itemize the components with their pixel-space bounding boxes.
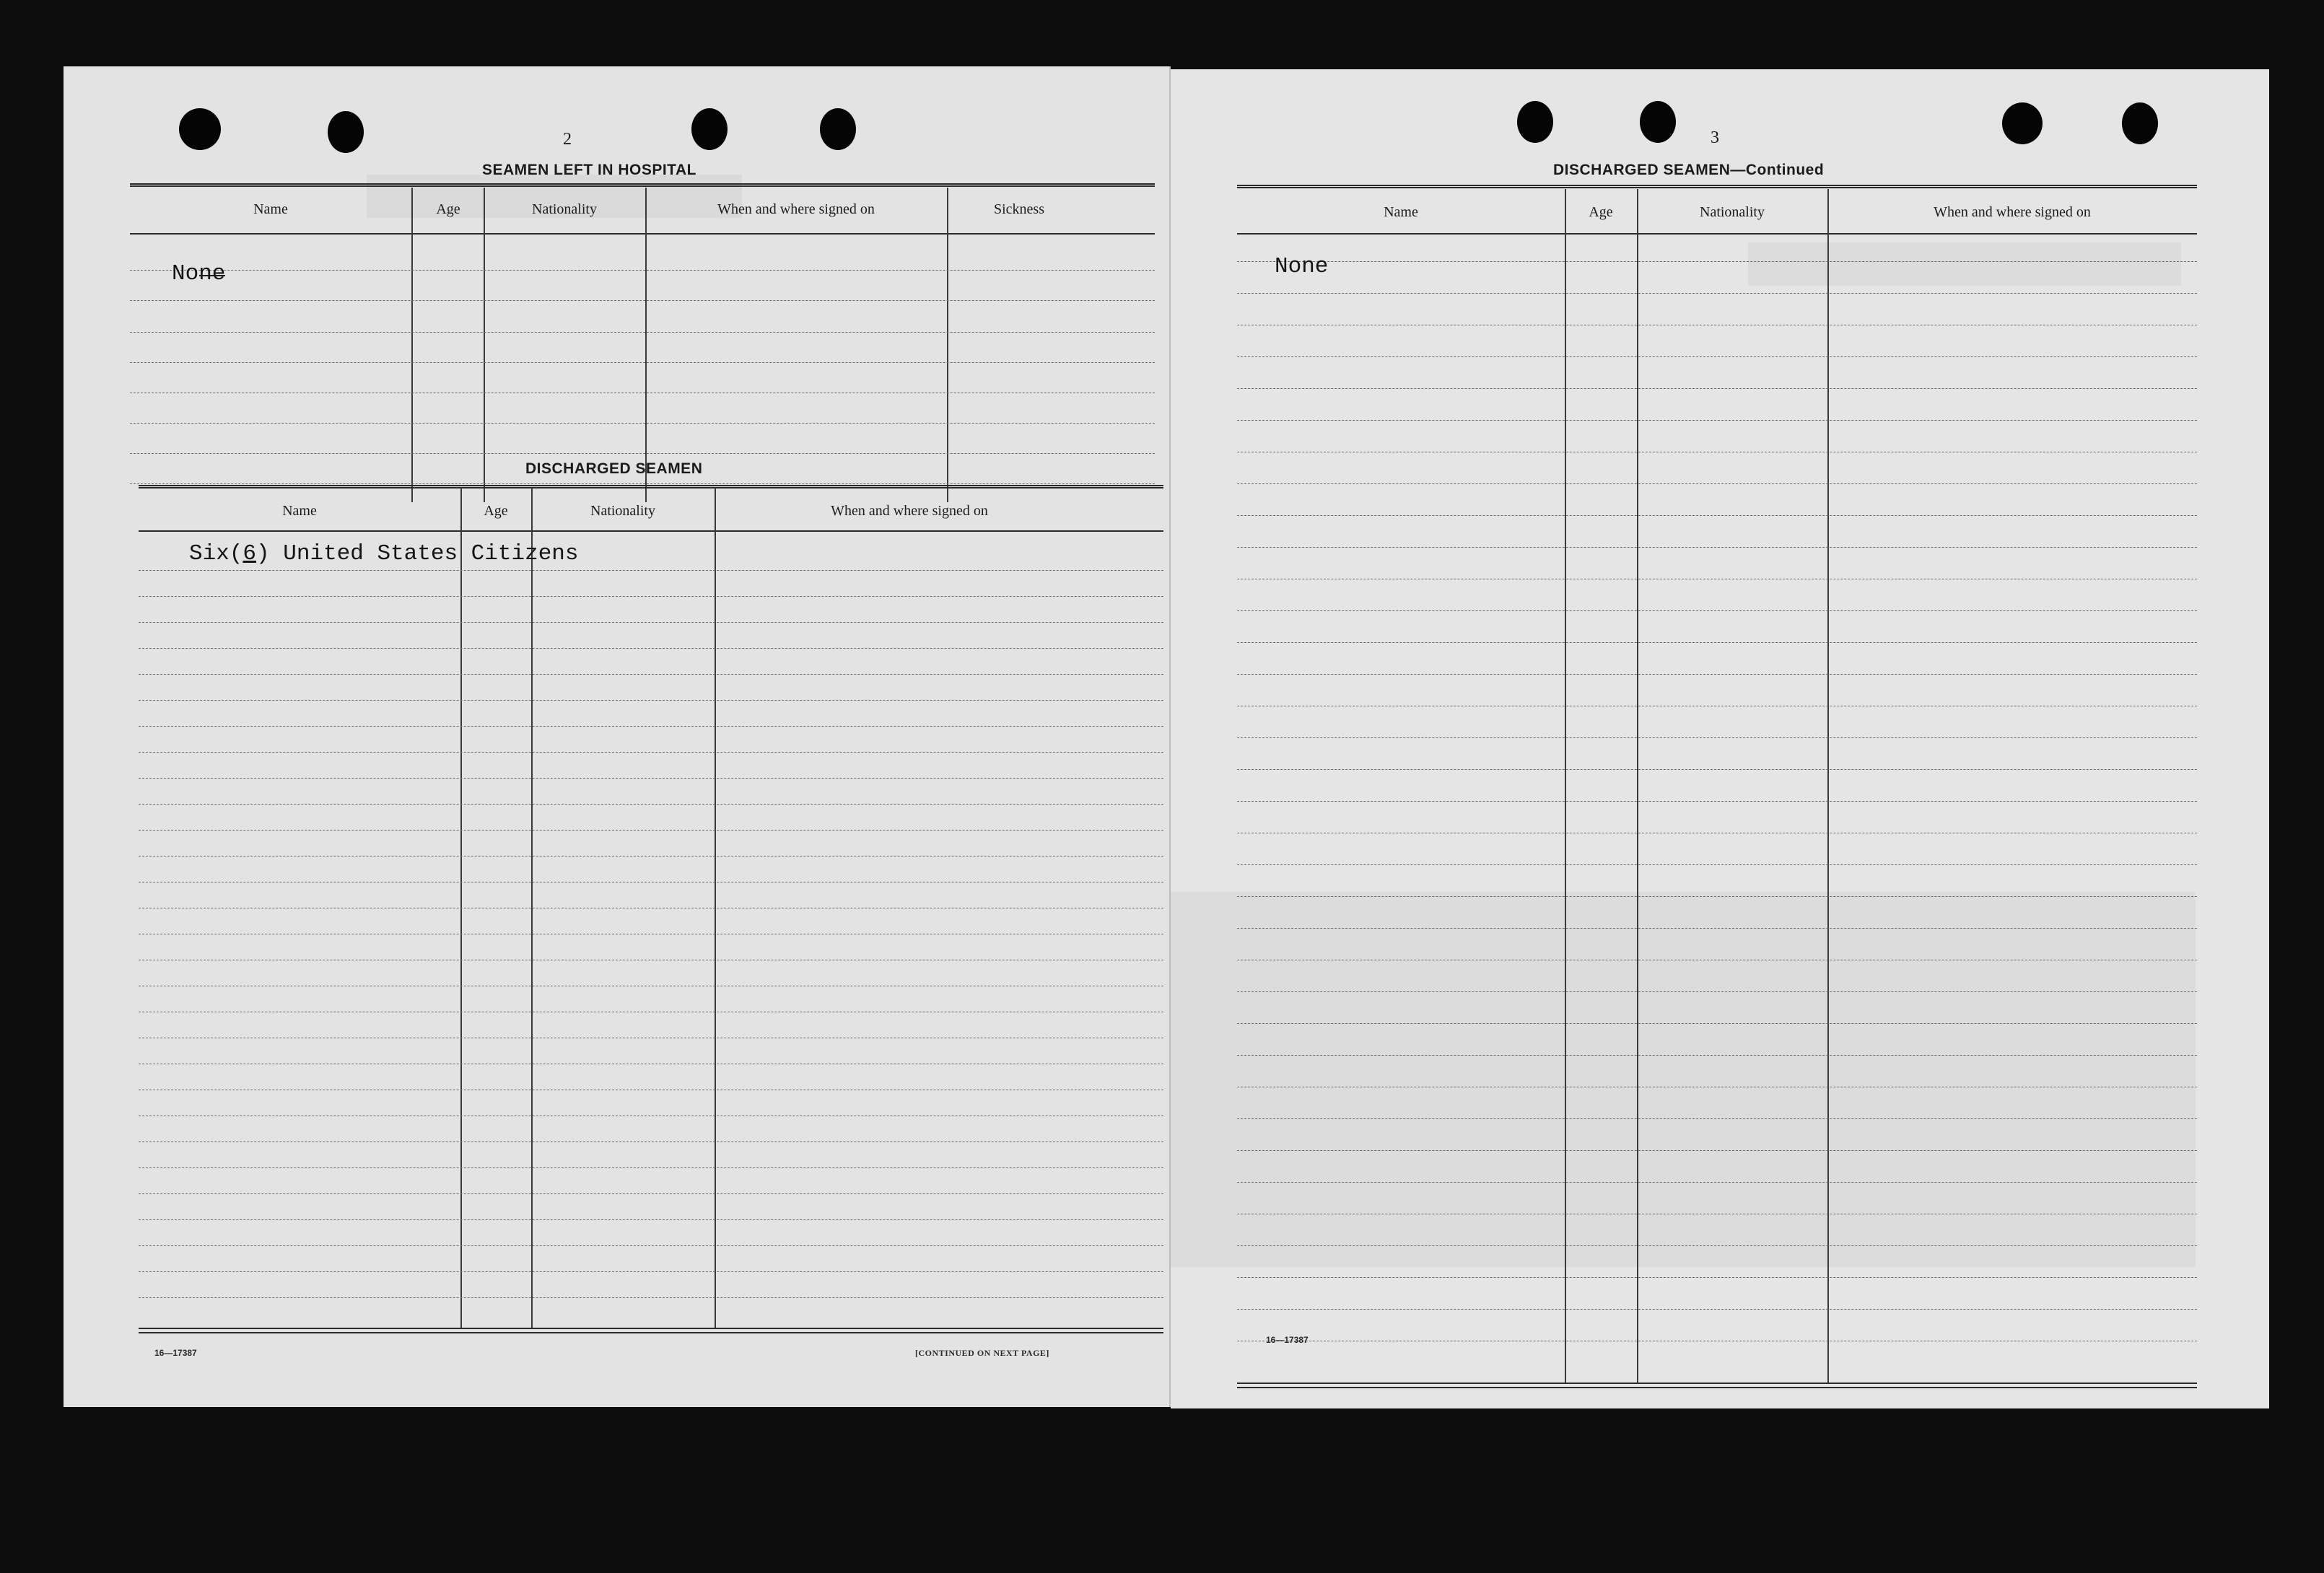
table-row [130, 270, 1155, 271]
table-bottom-rule [1237, 1383, 2197, 1388]
column-divider [411, 188, 413, 502]
table-row [1237, 896, 2197, 897]
continued-note: [CONTINUED ON NEXT PAGE] [915, 1348, 1049, 1358]
table-header [139, 485, 1163, 532]
discharged-continued-title: DISCHARGED SEAMEN—Continued [1553, 162, 1825, 178]
table-row [1237, 1055, 2197, 1056]
table-row [1237, 737, 2197, 738]
right-page [1171, 69, 2269, 1408]
col-name: Name [1384, 204, 1418, 220]
table-row [1237, 261, 2197, 262]
table-row [1237, 1150, 2197, 1151]
table-row [139, 752, 1163, 753]
table-row [1237, 1182, 2197, 1183]
table-row [1237, 293, 2197, 294]
table-header [130, 183, 1155, 235]
entry-number: 6 [243, 541, 257, 566]
binder-hole [1517, 101, 1553, 143]
table-row [139, 648, 1163, 649]
table-row [139, 570, 1163, 571]
hospital-table [130, 183, 1155, 508]
table-row [139, 1193, 1163, 1194]
column-divider [484, 188, 485, 502]
table-row [139, 596, 1163, 597]
table-row [130, 362, 1155, 363]
table-row [1237, 642, 2197, 643]
col-signed-on: When and where signed on [831, 503, 988, 519]
binder-hole [2002, 102, 2043, 144]
form-number: 16—17387 [1266, 1335, 1309, 1345]
col-name: Name [253, 201, 288, 217]
column-divider [1637, 189, 1638, 1383]
col-nationality: Nationality [1700, 204, 1765, 220]
discharged-continued-table [1237, 185, 2197, 1397]
binder-hole [328, 111, 364, 153]
binder-hole [2122, 102, 2158, 144]
table-row [139, 1167, 1163, 1168]
table-row [1237, 864, 2197, 865]
discharged-section-title: DISCHARGED SEAMEN [525, 460, 703, 477]
table-row [139, 700, 1163, 701]
column-divider [1565, 189, 1566, 1383]
form-number: 16—17387 [154, 1348, 197, 1358]
table-row [139, 622, 1163, 623]
column-divider [645, 188, 647, 502]
table-row [1237, 1023, 2197, 1024]
table-bottom-rule [139, 1328, 1163, 1333]
page-number: 3 [1711, 128, 1719, 147]
table-row [130, 483, 1155, 484]
table-row [130, 332, 1155, 333]
column-divider [1827, 189, 1829, 1383]
col-age: Age [1589, 204, 1613, 220]
col-sickness: Sickness [994, 201, 1044, 217]
table-row [139, 1271, 1163, 1272]
hospital-entry: None [172, 261, 226, 286]
binder-hole [691, 108, 728, 150]
col-nationality: Nationality [590, 503, 655, 519]
col-signed-on: When and where signed on [717, 201, 875, 217]
column-divider [947, 188, 948, 502]
table-row [130, 300, 1155, 301]
discharged-table [139, 485, 1163, 1336]
table-row [1237, 1118, 2197, 1119]
table-row [139, 726, 1163, 727]
column-divider [531, 488, 533, 1329]
table-row [139, 830, 1163, 831]
left-page [64, 66, 1171, 1407]
col-name: Name [282, 503, 317, 519]
table-row [1237, 769, 2197, 770]
table-row [1237, 483, 2197, 484]
hospital-section-title: SEAMEN LEFT IN HOSPITAL [482, 162, 696, 178]
table-row [139, 674, 1163, 675]
binder-hole [820, 108, 856, 150]
binder-hole [1640, 101, 1676, 143]
col-nationality: Nationality [532, 201, 597, 217]
strikethrough-mark [199, 275, 225, 276]
page-number: 2 [563, 130, 572, 149]
table-row [1237, 515, 2197, 516]
table-row [139, 1219, 1163, 1220]
table-row [139, 1245, 1163, 1246]
table-row [139, 778, 1163, 779]
table-row [139, 804, 1163, 805]
table-row [139, 1297, 1163, 1298]
col-age: Age [484, 503, 508, 519]
table-row [1237, 420, 2197, 421]
table-row [1237, 801, 2197, 802]
col-signed-on: When and where signed on [1934, 204, 2091, 220]
binder-hole [179, 108, 221, 150]
table-row [1237, 928, 2197, 929]
table-row [1237, 388, 2197, 389]
col-age: Age [436, 201, 460, 217]
column-divider [715, 488, 716, 1329]
table-row [1237, 1245, 2197, 1246]
table-row [130, 453, 1155, 454]
table-row [130, 423, 1155, 424]
table-row [1237, 991, 2197, 992]
table-row [1237, 356, 2197, 357]
table-row [1237, 674, 2197, 675]
discharged-entry: Six(6) United States Citizens [189, 541, 579, 566]
table-row [1237, 547, 2197, 548]
table-row [1237, 1309, 2197, 1310]
table-row [1237, 1277, 2197, 1278]
column-divider [460, 488, 462, 1329]
table-header [1237, 185, 2197, 235]
table-row [1237, 610, 2197, 611]
discharged-continued-entry: None [1275, 254, 1329, 279]
